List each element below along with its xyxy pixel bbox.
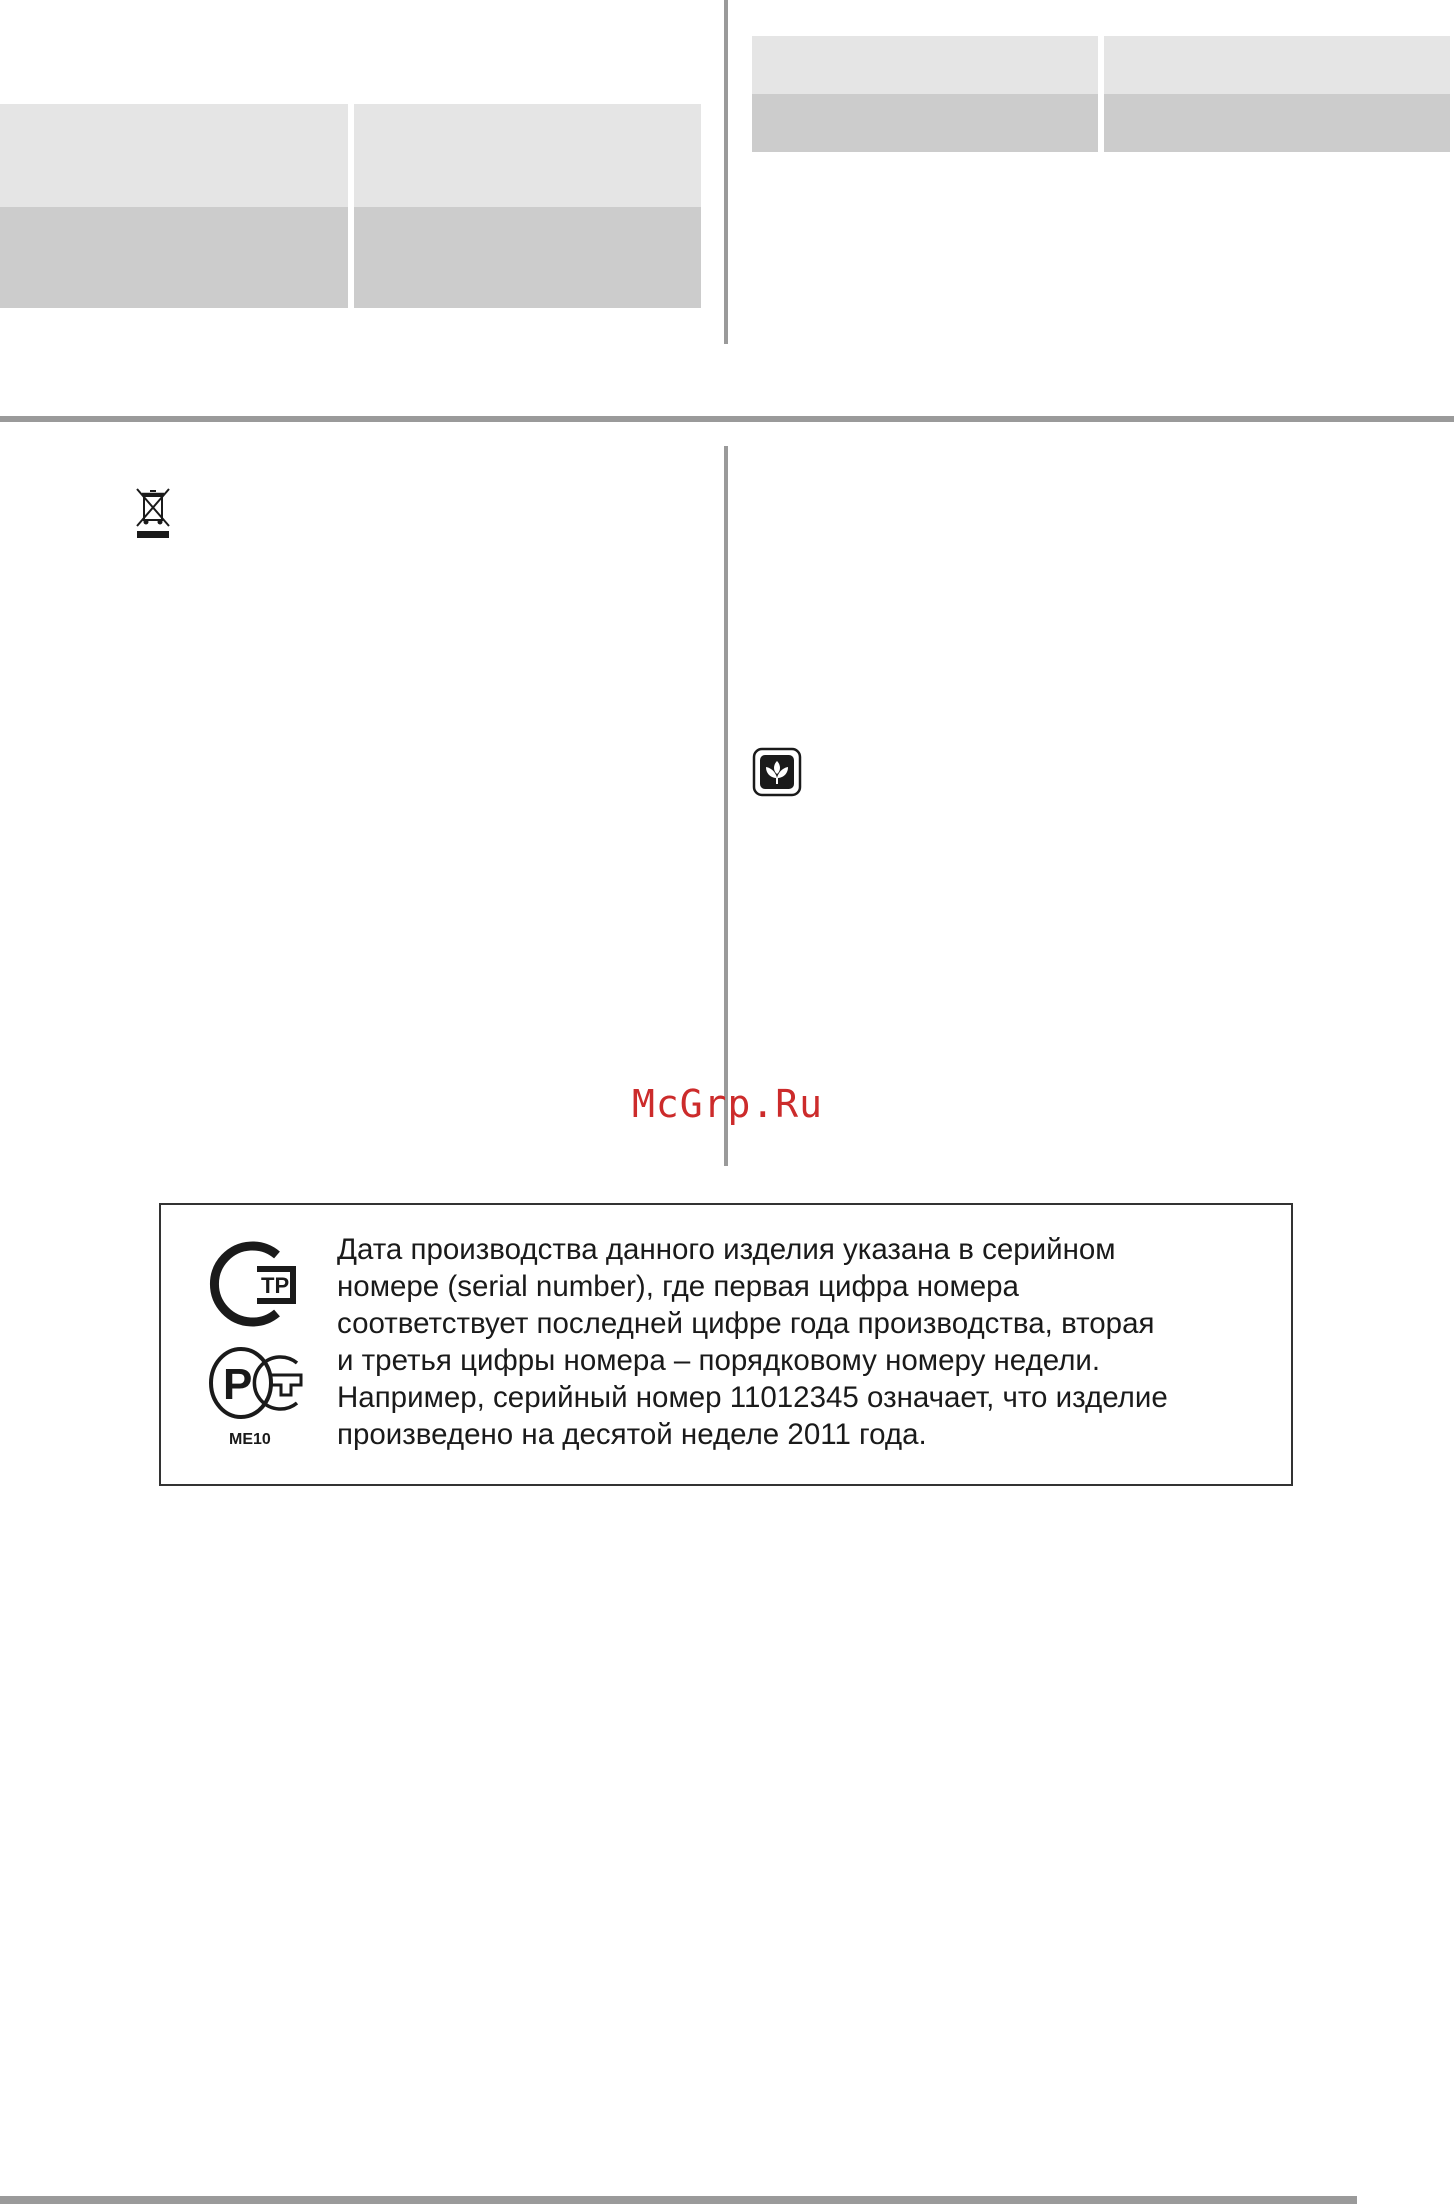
table-left-header-cell-1: [0, 104, 348, 207]
table-right-body-cell-2: [1104, 94, 1450, 152]
notice-line: и третья цифры номера – порядковому номеру недели.: [337, 1344, 1101, 1377]
notice-line: номере (serial number), где первая цифра номера: [337, 1270, 1019, 1303]
notice-text: [337, 1231, 1277, 1453]
notice-line: Например, серийный номер 11012345 означает, что изделие: [337, 1381, 1168, 1414]
eu-flower-ecolabel-icon: [752, 747, 802, 797]
table-right-header-cell-1: [752, 36, 1098, 94]
eac-tr-certification-mark-icon: [205, 1241, 307, 1327]
footer-rule: [0, 2196, 1357, 2204]
notice-line: соответствует последней цифре года производства, вторая: [337, 1307, 1155, 1340]
table-left-header-cell-2: [354, 104, 701, 207]
section-divider: [0, 416, 1454, 422]
rst-certification-mark-icon: [205, 1341, 307, 1427]
certification-code: МЕ10: [229, 1431, 271, 1448]
production-date-notice: [159, 1203, 1293, 1486]
notice-line: Дата производства данного изделия указана в серийном: [337, 1233, 1116, 1266]
column-divider-middle: [724, 446, 728, 1166]
table-right-body-cell-1: [752, 94, 1098, 152]
watermark-text: McGrp.Ru: [632, 1082, 824, 1126]
svg-text:ТР: ТР: [261, 1273, 290, 1298]
table-right-header-cell-2: [1104, 36, 1450, 94]
svg-text:Р: Р: [223, 1360, 253, 1409]
column-divider-top: [724, 0, 728, 344]
table-left-body-cell-2: [354, 207, 701, 308]
notice-line: произведено на десятой неделе 2011 года.: [337, 1418, 927, 1451]
crossed-out-wheelie-bin-icon: [134, 486, 172, 540]
table-left-body-cell-1: [0, 207, 348, 308]
